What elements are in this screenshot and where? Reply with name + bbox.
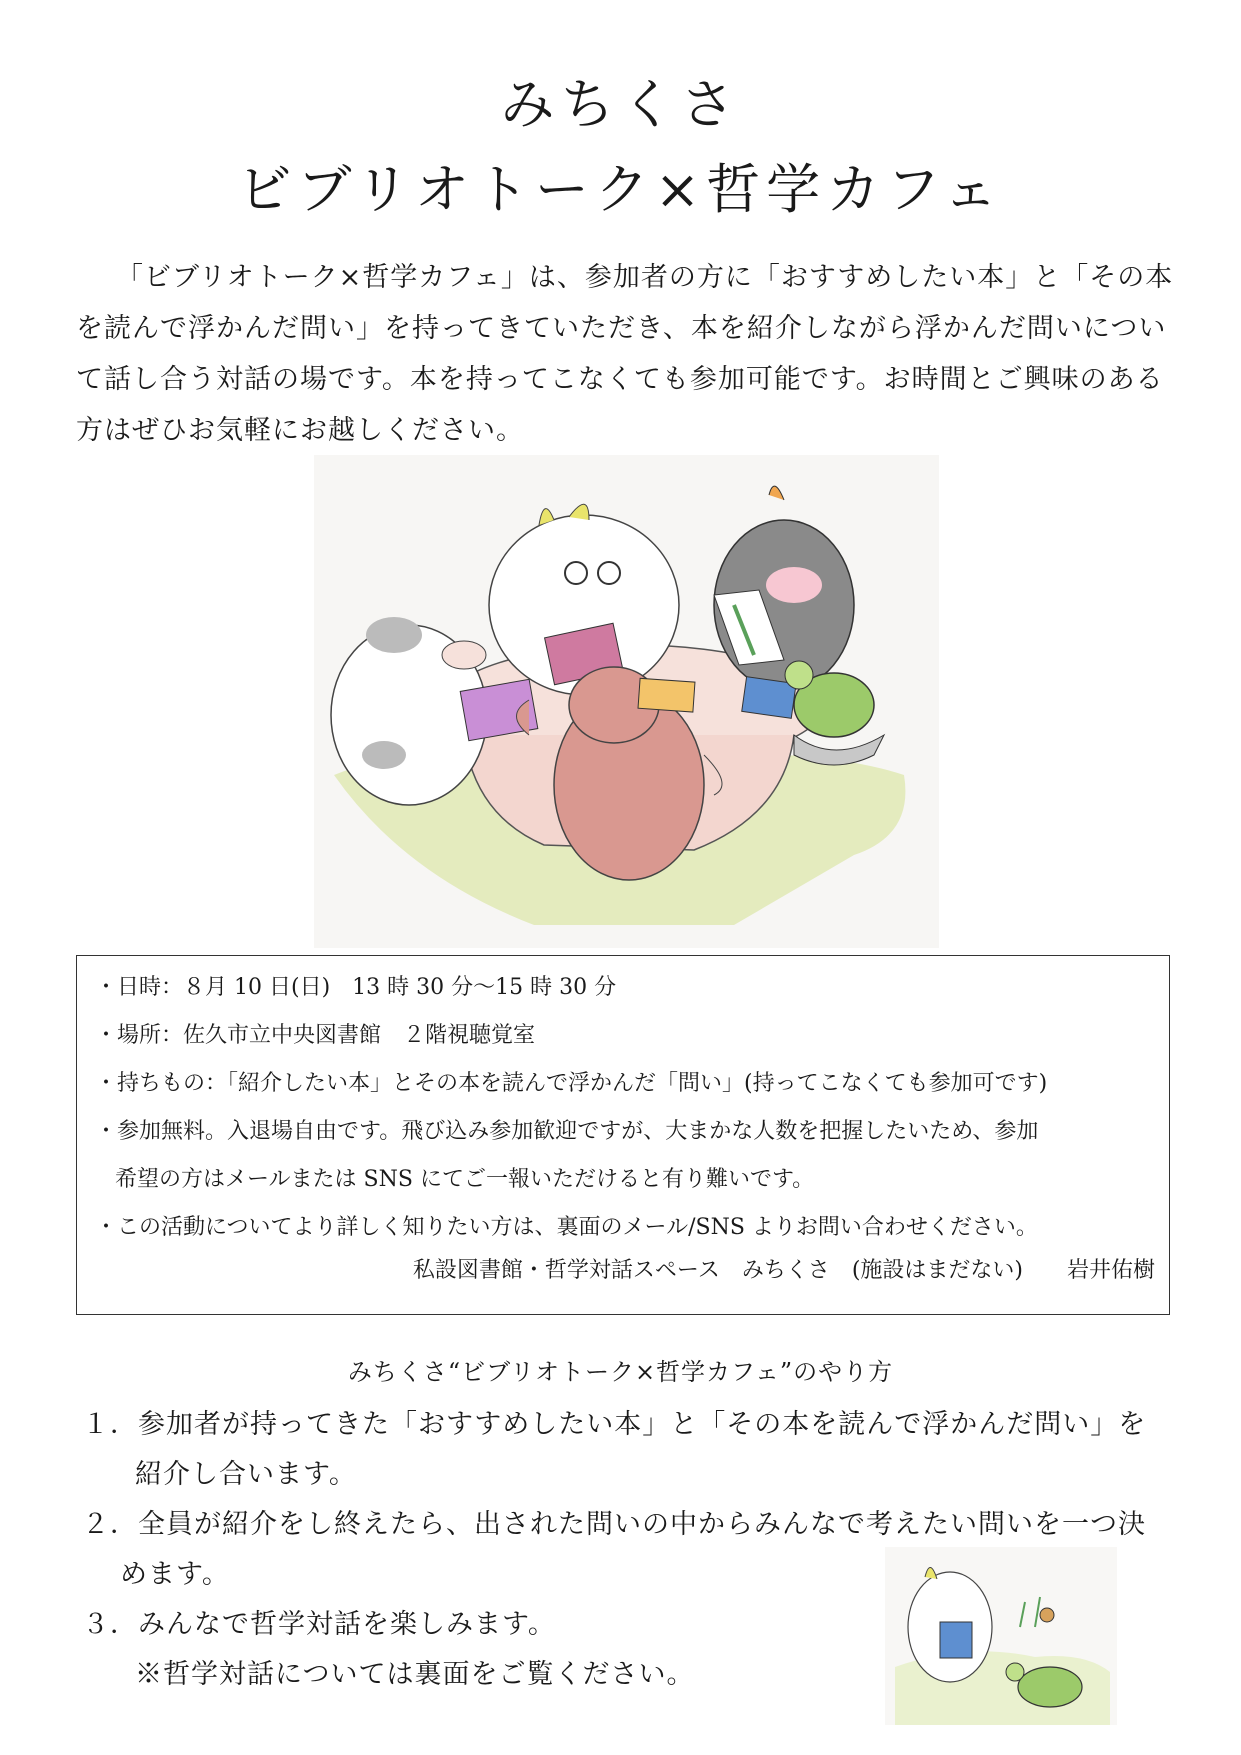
page-subtitle: ビブリオトーク×哲学カフェ	[237, 158, 1004, 221]
info-place: ・場所：佐久市立中央図書館 ２階視聴覚室	[95, 1023, 536, 1048]
page-title: みちくさ	[500, 73, 741, 136]
goat-and-turtle-illustration	[885, 1547, 1117, 1725]
step1-line1: １．参加者が持ってきた「おすすめしたい本」と「その本を読んで浮かんだ問い」を	[82, 1409, 1147, 1440]
step2-line2: めます。	[120, 1559, 230, 1590]
event-info-box	[76, 955, 1170, 1315]
info-bring: ・持ちもの：「紹介したい本」とその本を読んで浮かんだ「問い」(持ってこなくても参加可です)	[95, 1071, 1048, 1096]
intro-paragraph: 「ビブリオトーク×哲学カフェ」は、参加者の方に「おすすめしたい本」と「その本を読んで浮かんだ問い」を持ってきていただき、本を紹介しながら浮かんだ問いについて話し合う対話の場です。本を持ってこなくても参加可能です。お時間とご興味のある方はぜひお気軽にお越しください。	[76, 262, 1174, 446]
info-datetime: ・日時：８月 10 日(日) 13 時 30 分～15 時 30 分	[95, 975, 617, 1000]
howto-title: みちくさ“ビブリオトーク×哲学カフェ”のやり方	[347, 1358, 894, 1386]
organizer-signature: 私設図書館・哲学対話スペース みちくさ (施設はまだない) 岩井佑樹	[412, 1258, 1155, 1283]
step1-line2: 紹介し合います。	[135, 1459, 357, 1490]
animals-reading-illustration	[314, 455, 939, 948]
howto-note: ※哲学対話については裏面をご覧ください。	[135, 1659, 695, 1690]
step3: ３．みんなで哲学対話を楽しみます。	[82, 1609, 556, 1640]
info-fee-line1: ・参加無料。入退場自由です。飛び込み参加歓迎ですが、大まかな人数を把握したいため、参加	[95, 1119, 1039, 1144]
info-fee-line2: 希望の方はメールまたは SNS にてご一報いただけると有り難いです。	[115, 1167, 815, 1192]
info-contact: ・この活動についてより詳しく知りたい方は、裏面のメール/SNS よりお問い合わせください。	[95, 1215, 1038, 1240]
step2-line1: ２．全員が紹介をし終えたら、出された問いの中からみんなで考えたい問いを一つ決	[82, 1509, 1146, 1540]
